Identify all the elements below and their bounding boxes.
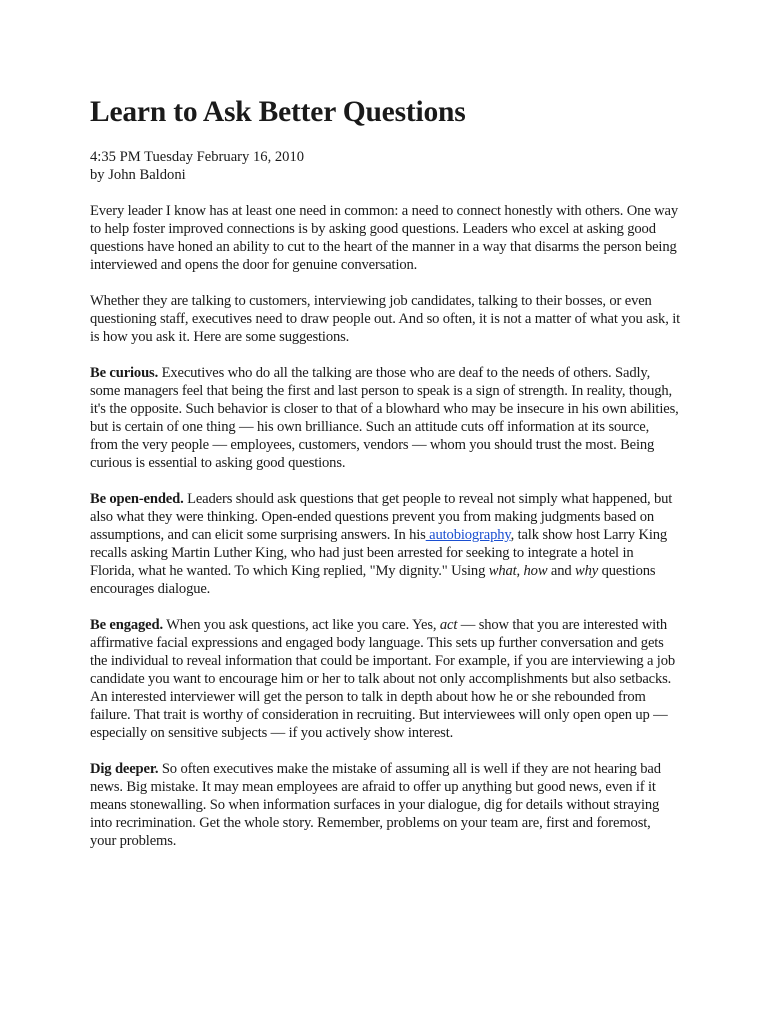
be-open-ended-text-3: questions encourages dialogue.: [90, 563, 656, 597]
be-engaged-text-2: — show that you are interested with affirmative facial expressions and engaged body language. This sets up further conversation and gets the individual to reveal information that could be important. For example, if you are interviewing a job candidate you want to encourage him or her to talk about not only accomplishments but also setbacks. An interested interviewer will get the person to talk in depth about how he or she rebounded from failure. That trait is worthy of consideration in recruiting. But interviewees will only open open up — especially on sensitive subjects — if you actively show interest.: [90, 617, 676, 741]
be-curious-heading: Be curious.: [90, 365, 159, 381]
separator-1: ,: [516, 563, 524, 579]
be-open-ended-paragraph: [90, 490, 680, 598]
dig-deeper-text: So often executives make the mistake of assuming all is well if they are not hearing bad news. Big mistake. It may mean employees are afraid to offer up anything but good news, even if it means stonewalling. So when information surfaces in your dialogue, dig for details without straying into recrimination. Get the whole story. Remember, problems on your team are, first and foremost, your problems.: [90, 761, 661, 849]
be-curious-paragraph: [90, 364, 680, 472]
be-engaged-paragraph: [90, 616, 680, 742]
dig-deeper-paragraph: [90, 760, 680, 850]
article-byline: by John Baldoni: [90, 167, 186, 183]
be-open-ended-heading: Be open-ended.: [90, 491, 184, 507]
how-emphasis: how: [523, 563, 548, 579]
dig-deeper-heading: Dig deeper.: [90, 761, 159, 777]
autobiography-link[interactable]: autobiography: [425, 527, 511, 543]
act-emphasis: act: [439, 617, 458, 633]
be-engaged-text-1: When you ask questions, act like you care. Yes,: [162, 617, 440, 633]
why-emphasis: why: [575, 563, 599, 579]
article: [90, 94, 680, 850]
article-meta: [90, 148, 680, 184]
be-engaged-heading: Be engaged.: [90, 617, 163, 633]
what-emphasis: what: [488, 563, 517, 579]
article-title: Learn to Ask Better Questions: [90, 96, 466, 128]
be-open-ended-text-1: Leaders should ask questions that get people to reveal not simply what happened, but also what they were thinking. Open-ended questions prevent you from making judgments based on assumptions, and can elicit some surprising answers. In his: [90, 491, 673, 543]
separator-2: and: [547, 563, 576, 579]
article-datetime: 4:35 PM Tuesday February 16, 2010: [90, 149, 305, 165]
be-curious-text: Executives who do all the talking are those who are deaf to the needs of others. Sadly, some managers feel that being the first and last person to speak is a sign of strength. In reality, though, it's the opposite. Such behavior is closer to that of a blowhard who may be insecure in his own abilities, but is certain of one thing — his own brilliance. Such an attitude cuts off information at its source, from the very people — employees, customers, vendors — whom you should trust the most. Being curious is essential to asking good questions.: [90, 365, 679, 471]
be-open-ended-text-2: , talk show host Larry King recalls asking Martin Luther King, who had just been arrested for seeking to integrate a hotel in Florida, what he wanted. To which King replied, "My dignity." Using: [90, 527, 668, 579]
suggestions-paragraph: Whether they are talking to customers, interviewing job candidates, talking to their bosses, or even questioning staff, executives need to draw people out. And so often, it is not a matter of what you ask, it is how you ask it. Here are some suggestions.: [90, 293, 681, 345]
intro-paragraph: Every leader I know has at least one need in common: a need to connect honestly with others. One way to help foster improved connections is by asking good questions. Leaders who excel at asking good questions have honed an ability to cut to the heart of the manner in a way that disarms the person being interviewed and opens the door for genuine conversation.: [90, 203, 679, 273]
